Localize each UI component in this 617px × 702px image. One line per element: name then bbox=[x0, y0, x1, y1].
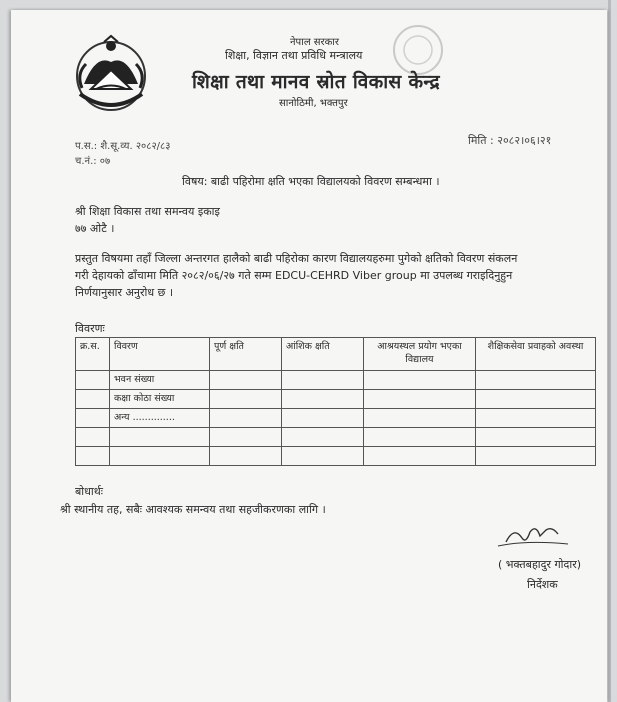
letter-body bbox=[75, 250, 585, 301]
table-cell bbox=[364, 409, 476, 428]
letter-subject: विषय: बाढी पहिरोमा क्षति भएका विद्यालयको विवरण सम्बन्धमा । bbox=[182, 175, 440, 188]
table-cell bbox=[210, 428, 282, 447]
office-address: सानोठिमी, भक्तपुर bbox=[279, 98, 348, 109]
table-cell bbox=[76, 447, 110, 466]
table-row bbox=[76, 371, 596, 390]
nepal-emblem-icon bbox=[66, 34, 156, 114]
table-row bbox=[76, 447, 596, 466]
table-cell bbox=[110, 428, 210, 447]
table-cell bbox=[76, 371, 110, 390]
table-cell bbox=[282, 390, 364, 409]
ministry-name: शिक्षा, विज्ञान तथा प्रविधि मन्त्रालय bbox=[225, 49, 363, 62]
table-cell bbox=[364, 390, 476, 409]
table-cell bbox=[364, 447, 476, 466]
body-line: निर्णयानुसार अनुरोध छ । bbox=[75, 286, 174, 299]
table-cell bbox=[76, 409, 110, 428]
table-cell bbox=[210, 371, 282, 390]
table-cell bbox=[110, 447, 210, 466]
table-cell bbox=[282, 371, 364, 390]
table-cell: कक्षा कोठा संख्या bbox=[110, 390, 210, 409]
signatory-title: निर्देशक bbox=[527, 578, 558, 591]
header-service-status: शैक्षिकसेवा प्रवाहको अवस्था bbox=[476, 338, 596, 371]
header-full-damage: पूर्ण क्षति bbox=[210, 338, 282, 371]
table-cell bbox=[476, 447, 596, 466]
damage-details-table bbox=[75, 337, 596, 466]
details-label: विवरणः bbox=[75, 322, 105, 335]
table-cell bbox=[364, 371, 476, 390]
header-sn: क्र.स. bbox=[76, 338, 110, 371]
table-cell bbox=[476, 371, 596, 390]
table-row bbox=[76, 409, 596, 428]
signatory-name: ( भक्तबहादुर गोदार) bbox=[498, 558, 582, 571]
center-name: शिक्षा तथा मानव स्रोत विकास केन्द्र bbox=[192, 71, 440, 93]
table-cell bbox=[282, 447, 364, 466]
cc-line: श्री स्थानीय तह, सबैः आवश्यक समन्वय तथा सहजीकरणका लागि । bbox=[60, 503, 326, 516]
dispatch-number: च.नं.: ०७ bbox=[75, 156, 111, 167]
table-cell bbox=[210, 409, 282, 428]
table-cell bbox=[210, 390, 282, 409]
reference-number: प.स.: शै.सू.व्य. २०८२/८३ bbox=[75, 141, 171, 152]
table-cell bbox=[476, 390, 596, 409]
table-cell bbox=[476, 428, 596, 447]
government-name: नेपाल सरकार bbox=[290, 37, 339, 48]
table-row bbox=[76, 428, 596, 447]
header-description: विवरण bbox=[110, 338, 210, 371]
table-header-row bbox=[76, 338, 596, 371]
table-row bbox=[76, 390, 596, 409]
header-partial-damage: आंशिक क्षति bbox=[282, 338, 364, 371]
handwritten-signature bbox=[496, 520, 576, 552]
body-line: प्रस्तुत विषयमा तहाँ जिल्ला अन्तरगत हालैको बाढी पहिरोका कारण विद्यालयहरुमा पुगेको क्षतिको विवरण संकलन bbox=[75, 252, 518, 265]
recipient-line-1: श्री शिक्षा विकास तथा समन्वय इकाइ bbox=[75, 205, 220, 218]
header-shelter-schools: आश्रयस्थल प्रयोग भएका विद्यालय bbox=[364, 338, 476, 371]
bodharth-label: बोधार्थः bbox=[75, 485, 103, 498]
table-cell bbox=[210, 447, 282, 466]
table-cell bbox=[282, 428, 364, 447]
letter-date: मिति : २०८२।०६।२१ bbox=[468, 134, 552, 147]
recipient-line-2: ७७ ओटै । bbox=[75, 222, 115, 235]
body-line: गरी देहायको ढाँचामा मिति २०८२/०६/२७ गते सम्म EDCU-CEHRD Viber group मा उपलब्ध गराइदिनुहुन bbox=[75, 269, 513, 282]
table-cell bbox=[76, 428, 110, 447]
page-edge bbox=[608, 0, 611, 702]
table-cell bbox=[282, 409, 364, 428]
table-cell: अन्य .............. bbox=[110, 409, 210, 428]
table-cell: भवन संख्या bbox=[110, 371, 210, 390]
table-cell bbox=[76, 390, 110, 409]
table-cell bbox=[364, 428, 476, 447]
table-cell bbox=[476, 409, 596, 428]
